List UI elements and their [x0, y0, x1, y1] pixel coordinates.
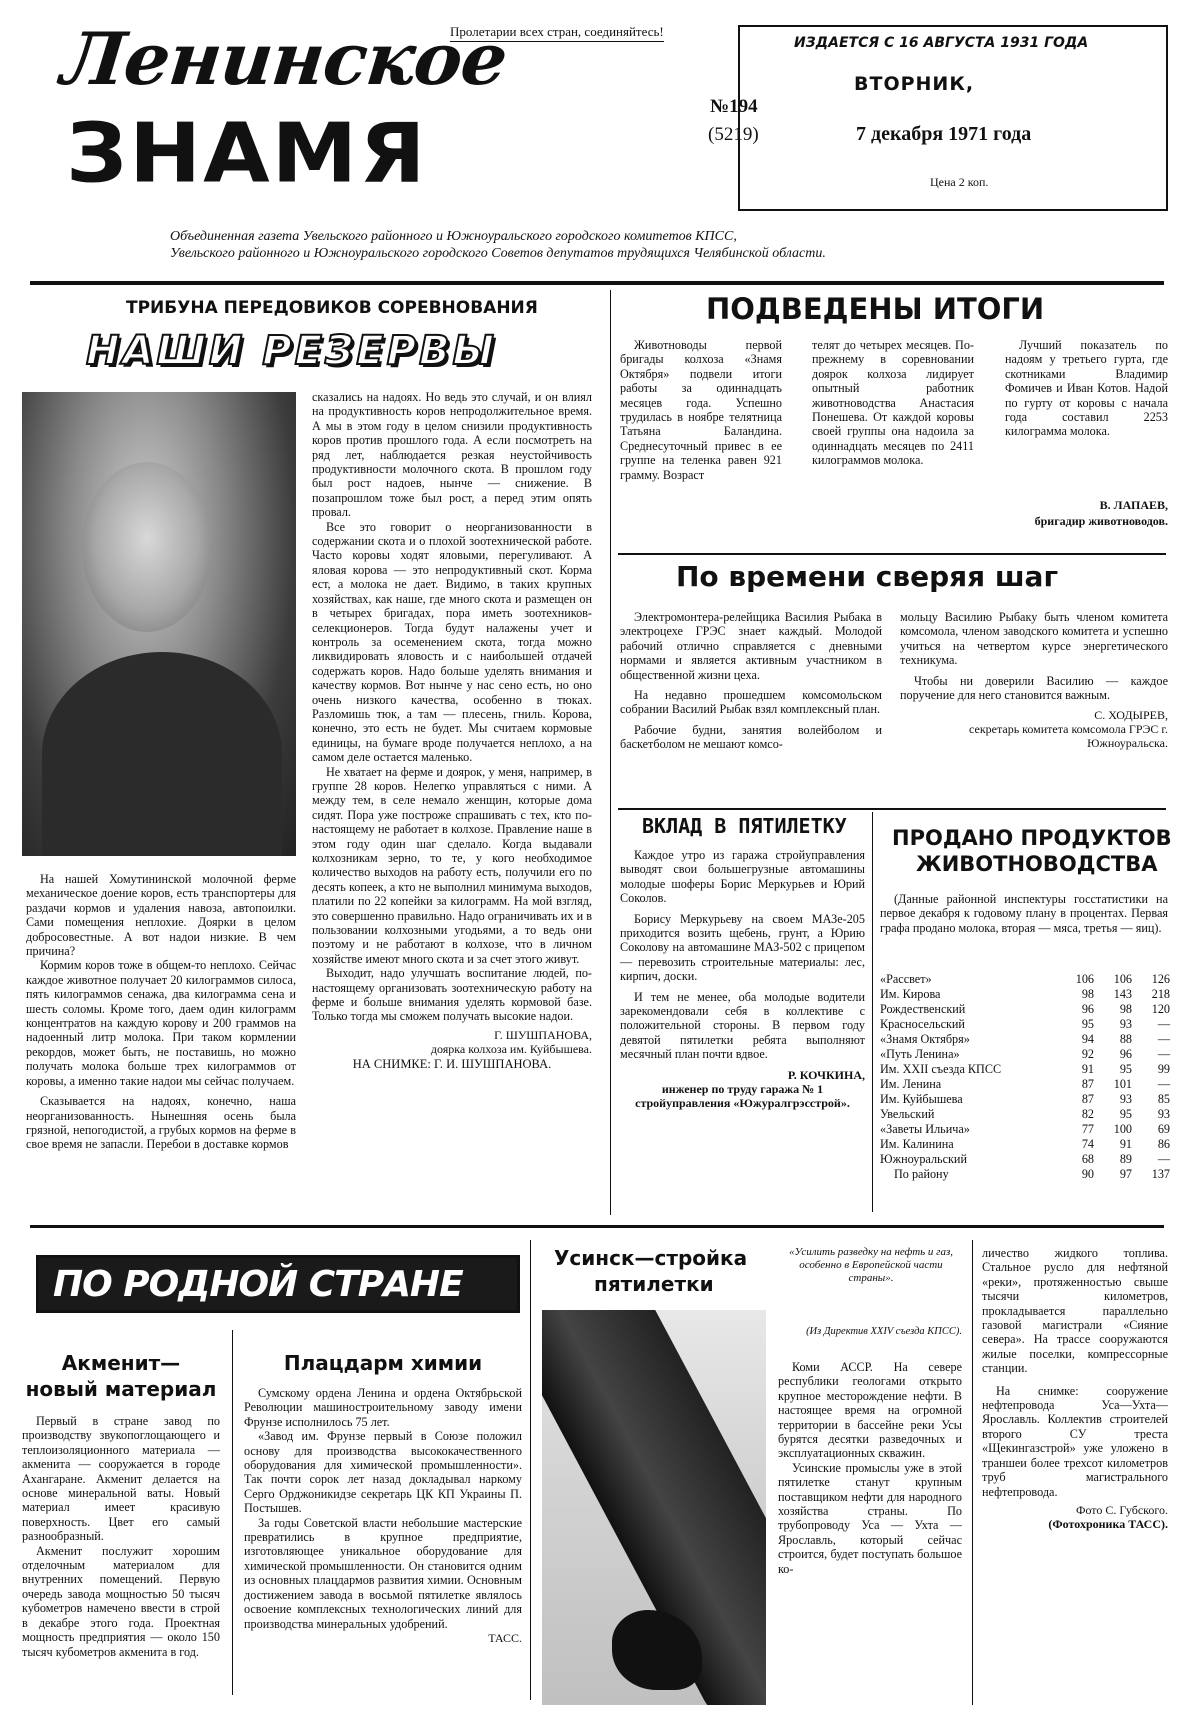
sold-farm-name: Им. Куйбышева	[880, 1092, 963, 1106]
article-sold	[880, 812, 1172, 1214]
sold-milk-value: 94	[1081, 1032, 1094, 1046]
sold-eggs-value: —	[1157, 1047, 1170, 1061]
table-row	[880, 1137, 1170, 1152]
sold-milk-value: 96	[1081, 1002, 1094, 1016]
sold-meat-value: 93	[1119, 1017, 1132, 1031]
contribution-p1: Каждое утро из гаража стройуправления выводят свои большегрузные автомашины молодые шоферы Борис Меркурьев и Юрий Соколов.	[620, 848, 865, 906]
photo-caption: НА СНИМКЕ: Г. И. ШУШПАНОВА.	[352, 1056, 552, 1071]
divider-pace	[618, 808, 1166, 810]
sold-milk-value: 92	[1081, 1047, 1094, 1061]
results-col3: Лучший показатель по надоям у третьего гурта, где скотниками Владимир Фомичев и Иван Котов. Надой по гурту от коровы с начала года составил 2253 килограмма молока.	[1005, 338, 1168, 439]
results-author-role: бригадир животноводов.	[1034, 514, 1168, 528]
table-row	[880, 1017, 1170, 1032]
contribution-body	[620, 848, 865, 1111]
masthead-title-line2: ЗНАМЯ	[66, 106, 428, 202]
contribution-author: Р. КОЧКИНА,	[787, 1067, 865, 1082]
sold-milk-value: 91	[1081, 1062, 1094, 1076]
issue-date: 7 декабря 1971 года	[856, 123, 1032, 145]
sold-milk-value: 98	[1081, 987, 1094, 1001]
sold-farm-name: «Знамя Октября»	[880, 1032, 970, 1046]
pace-p3: Рабочие будни, занятия волейболом и баскетболом не мешают комсо-	[620, 722, 882, 752]
sold-eggs-value: 69	[1157, 1122, 1170, 1136]
sold-meat-value: 95	[1119, 1107, 1132, 1121]
divider-contribution	[872, 812, 873, 1212]
date-box	[738, 25, 1168, 211]
akmenit-title-2: новый материал	[25, 1377, 217, 1401]
reserves-p5: Все это говорит о неорганизованности в содержании скота и о плохой зоотехнической работе. Часто коровы ходят яловыми, перегуливают. А яловая корова — это непродуктивный скот. Корма ест, а молока не дает. Видимо, в таких крупных хозяйствах, как наше, где много скота и размещен он в четырех бригадах, пора иметь зоотехников-селекционеров. Тогда будут налажены учет и контроль за осеменением скота, тогда можно ликвидировать яловость и с наибольшей отдачей содержать коров. Надо больше уделять внимания и качеству кормов. Вот нынче у нас сено есть, но оно очень низкого качества, особенно в тюках. Разломишь тюк, а там — плесень, гниль. Корова, конечно, это есть не будет. Мы считаем кормовые единицы, на бумаге вроде получается неплохо, а на самом деле остается маленько.	[312, 519, 592, 765]
chem-author: ТАСС.	[488, 1630, 522, 1645]
sold-eggs-value: —	[1157, 1077, 1170, 1091]
results-author: В. ЛАПАЕВ,	[1099, 498, 1168, 512]
table-row	[880, 972, 1170, 987]
headline: ВКЛАД В ПЯТИЛЕТКУ	[642, 814, 847, 838]
sold-meat-value: 97	[1119, 1167, 1132, 1181]
sold-farm-name: Южноуральский	[880, 1152, 967, 1166]
masthead-subtitle-2: Увельского районного и Южноуральского городского Советов депутатов трудящихся Челябинской области.	[170, 246, 826, 261]
results-col1: Животноводы первой бригады колхоза «Знамя Октября» подвели итоги работы за одиннадцать месяцев года. Успешно трудилась в ноябре телятница Татьяна Баландина. Среднесуточный привес в ее группе на теленка равен 921 грамму. Возраст	[620, 338, 782, 482]
pace-col1	[620, 610, 882, 752]
divider-akmenit	[232, 1330, 233, 1695]
table-row	[880, 1077, 1170, 1092]
masthead	[0, 0, 1180, 262]
sold-eggs-value: 218	[1151, 987, 1170, 1001]
sold-intro: (Данные районной инспектуры госстатистики на первое декабря к годовому плану в процентах. Первая графа продано молока, вторая — мяса, третья — яиц).	[880, 892, 1168, 935]
contribution-p2: Борису Меркурьеву на своем МАЗе-205 приходится возить щебень, грунт, а Юрию Соколову на автомашине МАЗ-502 с прицепом — перевозить строительные материалы: лес, кирпич, доски.	[620, 911, 865, 984]
published-since: ИЗДАЕТСЯ С 16 АВГУСТА 1931 ГОДА	[794, 35, 1089, 51]
issue-total: (5219)	[708, 124, 759, 145]
sold-milk-value: 95	[1081, 1017, 1094, 1031]
sold-farm-name: Увельский	[880, 1107, 935, 1121]
pace-p1: Электромонтера-релейщика Василия Рыбака в электроцехе ГРЭС знает каждый. Молодой рабочий отлично справляется с дневными нормами и является активным участником в общественной жизни цеха.	[620, 610, 882, 682]
divider-results	[618, 553, 1166, 555]
headline-1: ПРОДАНО ПРОДУКТОВ	[892, 826, 1172, 850]
sold-farm-name: Им. XXII съезда КПСС	[880, 1062, 1002, 1076]
pace-author: С. ХОДЫРЕВ,	[1094, 708, 1168, 723]
sold-milk-value: 87	[1081, 1077, 1094, 1091]
article-pace	[620, 556, 1168, 806]
akmenit-body	[22, 1414, 220, 1659]
sold-eggs-value: 99	[1157, 1062, 1170, 1076]
reserves-p2: Кормим коров тоже в общем-то неплохо. Сейчас каждое животное получает 20 килограммов силоса, пять килограммов сенажа, два килограмма сена и шесть соломы. Кроме того, даем один килограмм концентратов на каждую корову и 200 граммов на надоенный литр молока. При таком кормлении рекордов, может быть, не поставишь, но можно получать молока больше трех килограммов от коровы, а именно такие надои мы сейчас получаем.	[26, 958, 296, 1088]
sold-meat-value: 89	[1119, 1152, 1132, 1166]
sold-milk-value: 106	[1075, 972, 1094, 986]
masthead-title-line1: Ленинское	[57, 16, 511, 101]
usinsk-title-2: пятилетки	[594, 1272, 714, 1296]
chem-p3: За годы Советской власти небольшие мастерские превратились в крупное предприятие, изготовляющее уникальное оборудование для химической промышленности. Он становится одним из основных плацдармов развития химии. Основным достижением завода в восьмой пятилетке являлось освоение комплексных технологических линий для производства минеральных удобрений.	[244, 1515, 522, 1631]
usinsk-quote-src: (Из Директив XXIV съезда КПСС).	[806, 1326, 962, 1337]
reserves-author: Г. ШУШПАНОВА,	[494, 1027, 592, 1042]
akmenit-title-1: Акменит—	[61, 1351, 181, 1375]
chem-body	[244, 1386, 522, 1645]
table-row	[880, 1047, 1170, 1062]
pace-p4: мольцу Василию Рыбаку быть членом комитета комсомола, членом заводского комитета и успешно учиться на четвертом курсе энергетического техникума.	[900, 610, 1168, 668]
usinsk-credit: (Фотохроника ТАСС).	[1048, 1516, 1168, 1531]
table-row	[880, 987, 1170, 1002]
reserves-col2	[312, 390, 592, 1071]
divider-usinsk	[972, 1240, 973, 1705]
sold-meat-value: 88	[1119, 1032, 1132, 1046]
sold-farm-name: Им. Калинина	[880, 1137, 954, 1151]
sold-milk-value: 68	[1081, 1152, 1094, 1166]
article-contribution	[620, 812, 865, 1214]
sold-milk-value: 82	[1081, 1107, 1094, 1121]
reserves-p3: Сказывается на надоях, конечно, наша неорганизованность. Нынешняя осень была грязной, непогодистой, а грубых кормов на ферме в свое время не запасли. Перебои в доставке кормов	[26, 1094, 296, 1152]
table-row	[880, 1062, 1170, 1077]
sold-farm-name: По району	[894, 1167, 949, 1181]
pace-col2	[900, 610, 1168, 750]
rubric: ТРИБУНА ПЕРЕДОВИКОВ СОРЕВНОВАНИЯ	[126, 298, 538, 318]
sold-table	[880, 972, 1170, 1182]
article-usinsk	[540, 1240, 1168, 1705]
sold-farm-name: Красносельский	[880, 1017, 965, 1031]
sold-milk-value: 90	[1081, 1167, 1094, 1181]
contribution-p3: И тем не менее, оба молодые водители зарекомендовали себя в коллективе с положительной стороны. В первом году девятой пятилетки ребята выполняют месячный план почти вдвое.	[620, 989, 865, 1062]
table-row	[880, 1032, 1170, 1047]
sold-meat-value: 93	[1119, 1092, 1132, 1106]
portrait-body	[42, 652, 282, 856]
reserves-col1	[26, 872, 296, 1152]
headline: По времени сверяя шаг	[676, 560, 1059, 593]
sold-meat-value: 143	[1113, 987, 1132, 1001]
akmenit-p2: Акменит послужит хорошим отделочным материалом для внутренних помещений. Первую очередь завода мощностью 50 тысяч кубометров намечено ввести в строй в декабре этого года. Проектная мощность предприятия — около 150 тысяч кубометров акменита в год.	[22, 1543, 220, 1659]
masthead-rule	[30, 281, 1164, 285]
sold-milk-value: 87	[1081, 1092, 1094, 1106]
sold-eggs-value: 126	[1151, 972, 1170, 986]
contribution-author-role: инженер по труду гаража № 1 стройуправления «Южуралгрэсстрой».	[635, 1081, 850, 1111]
sold-eggs-value: 120	[1151, 1002, 1170, 1016]
masthead-subtitle-1: Объединенная газета Увельского районного и Южноуральского городского комитетов КПСС,	[170, 229, 737, 244]
table-row	[880, 1002, 1170, 1017]
sold-meat-value: 95	[1119, 1062, 1132, 1076]
pace-p2: На недавно прошедшем комсомольском собрании Василий Рыбак взял комплексный план.	[620, 688, 882, 717]
sold-eggs-value: 85	[1157, 1092, 1170, 1106]
usinsk-title-1: Усинск—стройка	[554, 1246, 748, 1270]
sold-table-wrap	[880, 972, 1170, 1182]
article-results	[620, 290, 1168, 552]
weekday: ВТОРНИК,	[854, 73, 975, 95]
table-row	[880, 1167, 1170, 1182]
headline: НАШИ РЕЗЕРВЫ	[86, 328, 497, 374]
slogan: Пролетарии всех стран, соединяйтесь!	[450, 24, 664, 42]
sold-farm-name: «Путь Ленина»	[880, 1047, 960, 1061]
usinsk-col1	[778, 1360, 962, 1576]
column-divider-main	[610, 290, 611, 1215]
sold-meat-value: 100	[1113, 1122, 1132, 1136]
usinsk-photo-by: Фото С. Губского.	[1075, 1502, 1168, 1517]
issue-number: №194	[710, 96, 758, 117]
sold-meat-value: 91	[1119, 1137, 1132, 1151]
article-akmenit	[22, 1350, 220, 1700]
sold-eggs-value: —	[1157, 1032, 1170, 1046]
article-chemistry	[244, 1350, 522, 1700]
sold-eggs-value: 137	[1151, 1167, 1170, 1181]
portrait-photo	[22, 392, 296, 856]
usinsk-p2: Усинские промыслы уже в этой пятилетке станут крупным поставщиком нефти для народного хозяйства страны. По трубопроводу Уса — Ухта — Ярославль, который сейчас строится, будет поступать большое ко-	[778, 1460, 962, 1576]
pace-author-role: секретарь комитета комсомола ГРЭС г. Южноуральска.	[969, 722, 1168, 751]
results-col2: телят до четырех месяцев. По-прежнему в соревновании доярок колхоза лидирует опытный работник животноводства Анастасия Понешева. От каждой коровы своей группы она надоила за одиннадцать месяцев по 2411 килограммов молока.	[812, 338, 974, 468]
usinsk-col2	[982, 1246, 1168, 1531]
banner	[36, 1255, 520, 1313]
sold-eggs-value: 93	[1157, 1107, 1170, 1121]
usinsk-quote: «Усилить разведку на нефть и газ, особенно в Европейской части страны».	[788, 1246, 953, 1284]
reserves-p7: Выходит, надо улучшать воспитание людей, по-настоящему организовать зоотехническую работу на ферме и больше внимания уделять кормовой базе. Только тогда мы сможем получать высокие надои.	[312, 966, 592, 1024]
reserves-p4: сказались на надоях. Но ведь это случай, и он влиял на продуктивность коров непродолжительное время. А мы в этом году в целом снизили продуктивность коров против прошлого года. А если посмотреть на ряд лет, наблюдается резкая неустойчивость продуктивности молочного скота. В прошлом году был рост надоев, нынче — снижение. В позапрошлом тоже был рост, а перед этим опять провал.	[312, 390, 592, 520]
sold-meat-value: 106	[1113, 972, 1132, 986]
chem-title: Плацдарм химии	[283, 1351, 483, 1375]
usinsk-p3: личество жидкого топлива. Стальное русло для нефтяной «реки», протяженностью свыше тысячи километров, прокладывается параллельно газовой магистрали «Сияние севера». На трассе сооружаются жилые поселки, компрессорные станции.	[982, 1246, 1168, 1376]
table-row	[880, 1122, 1170, 1137]
sold-meat-value: 98	[1119, 1002, 1132, 1016]
sold-milk-value: 74	[1081, 1137, 1094, 1151]
sold-eggs-value: —	[1157, 1152, 1170, 1166]
usinsk-p1: Коми АССР. На севере республики геологами открыто крупное месторождение нефти. В настоящее время на огромной территории в бассейне реки Усы бурятся десятки разведочных и эксплуатационных скважин.	[778, 1360, 962, 1461]
usinsk-caption: На снимке: сооружение нефтепровода Уса—Ухта—Ярославль. Коллектив строителей второго СУ треста «Щекингазстрой» уже уложено в траншеи более трехсот километров труб магистрального нефтепровода.	[982, 1383, 1168, 1499]
portrait-face	[82, 462, 212, 632]
reserves-p6: Не хватает на ферме и доярок, у меня, например, в группе 28 коров. Нелегко управляться с ними. А между тем, в селе немало женщин, которые дома сидят. Пора уже построже спрашивать с тех, кто по-настоящему не работает в колхозе. Правление наше в этом году один шаг сделало. Когда выдавали колхозникам зерно, то те, у кого необходимое количество выходов на работу есть, получили его по десять копеек, а кто не выполнил минимума выходов, платили по 22 копейки за килограмм. На мой взгляд, это совершенно правильно. Надо ограничивать их и в пользовании колхозными угодьями, а то ведь они поэтому и не работают в колхозе, что в личном хозяйстве имеют много скота и за счет этого живут.	[312, 764, 592, 966]
sold-meat-value: 96	[1119, 1047, 1132, 1061]
price: Цена 2 коп.	[930, 175, 989, 189]
sold-farm-name: «Заветы Ильича»	[880, 1122, 970, 1136]
article-reserves	[22, 292, 602, 1217]
table-row	[880, 1092, 1170, 1107]
chem-p2: «Завод им. Фрунзе первый в Союзе положил основу для производства высококачественного оборудования для химической промышленности». Так почти сорок лет назад докладывал наркому Серго Орджоникидзе секретарь ЦК КП Украины П. Постышев.	[244, 1429, 522, 1516]
sold-farm-name: Им. Кирова	[880, 987, 941, 1001]
reserves-p1: На нашей Хомутининской молочной ферме механическое доение коров, есть транспортеры для раздачи кормов и удаления навоза, автопоилки. Сами помещения неплохие. Доярки в целом добросовестные. А вот надои низкие. В чем причина?	[26, 872, 296, 959]
reserves-author-role: доярка колхоза им. Куйбышева.	[430, 1041, 592, 1056]
banner-text: ПО РОДНОЙ СТРАНЕ	[53, 1264, 463, 1305]
sold-farm-name: «Рассвет»	[880, 972, 932, 986]
headline: ПОДВЕДЕНЫ ИТОГИ	[706, 292, 1045, 326]
pace-p5: Чтобы ни доверили Василию — каждое поручение для него становится важным.	[900, 673, 1168, 703]
bottom-rule	[30, 1225, 1164, 1228]
chem-p1: Сумскому ордена Ленина и ордена Октябрьской Революции машиностроительному заводу имени Фрунзе исполнилось 75 лет.	[244, 1386, 522, 1429]
headline-2: ЖИВОТНОВОДСТВА	[916, 852, 1158, 876]
divider-chemistry	[530, 1240, 531, 1700]
sold-eggs-value: 86	[1157, 1137, 1170, 1151]
sold-farm-name: Рождественский	[880, 1002, 966, 1016]
sold-eggs-value: —	[1157, 1017, 1170, 1031]
usinsk-photo	[542, 1310, 766, 1705]
akmenit-p1: Первый в стране завод по производству звукопоглощающего и теплоизоляционного материала — акменита — сооружается в городе Ахангаране. Акменит делается на основе минеральной ваты. Новый материал имеет красивую поверхность. Цвет его самый разнообразный.	[22, 1414, 220, 1544]
table-row	[880, 1107, 1170, 1122]
sold-meat-value: 101	[1113, 1077, 1132, 1091]
sold-milk-value: 77	[1081, 1122, 1094, 1136]
table-row	[880, 1152, 1170, 1167]
sold-farm-name: Им. Ленина	[880, 1077, 942, 1091]
